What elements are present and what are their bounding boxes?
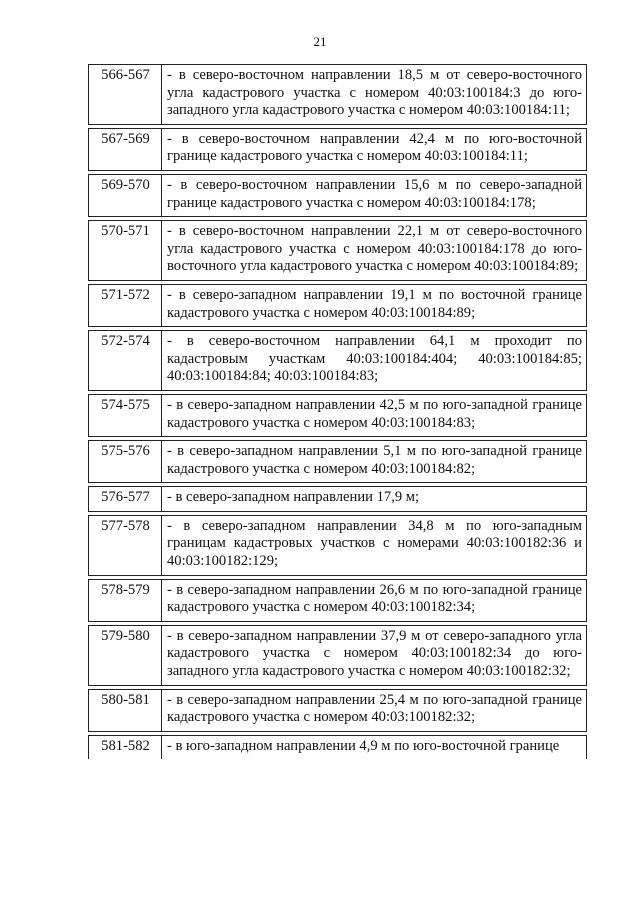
description-cell: - в юго-западном направлении 4,9 м по юго-восточной границе [162, 735, 587, 759]
boundary-table [88, 64, 587, 759]
table-row [89, 579, 587, 621]
boundary-table-body [89, 65, 587, 760]
segment-cell: 578-579 [89, 579, 162, 621]
table-row [89, 221, 587, 281]
page-number: 21 [313, 34, 327, 49]
segment-cell: 572-574 [89, 331, 162, 391]
segment-cell: 569-570 [89, 174, 162, 216]
description-cell: - в северо-западном направлении 42,5 м по юго-западной границе кадастрового участка с номером 40:03:100184:83; [162, 394, 587, 436]
segment-cell: 567-569 [89, 128, 162, 170]
description-cell: - в северо-восточном направлении 64,1 м проходит по кадастровым участкам 40:03:100184:404; 40:03:100184:85; 40:03:100184:84; 40:03:100184:83; [162, 331, 587, 391]
table-row [89, 65, 587, 125]
segment-cell: 581-582 [89, 735, 162, 759]
table-row [89, 128, 587, 170]
table-row [89, 441, 587, 483]
table-row [89, 284, 587, 326]
description-cell: - в северо-восточном направлении 42,4 м по юго-восточной границе кадастрового участка с номером 40:03:100184:11; [162, 128, 587, 170]
description-cell: - в северо-западном направлении 17,9 м; [162, 487, 587, 512]
segment-cell: 580-581 [89, 689, 162, 731]
table-row [89, 735, 587, 759]
table-row [89, 515, 587, 575]
segment-cell: 575-576 [89, 441, 162, 483]
segment-cell: 577-578 [89, 515, 162, 575]
table-row [89, 394, 587, 436]
table-row [89, 689, 587, 731]
description-cell: - в северо-западном направлении 5,1 м по юго-западной границе кадастрового участка с номером 40:03:100184:82; [162, 441, 587, 483]
segment-cell: 574-575 [89, 394, 162, 436]
segment-cell: 566-567 [89, 65, 162, 125]
table-row [89, 487, 587, 512]
description-cell: - в северо-западном направлении 34,8 м по юго-западным границам кадастровых участков с номерами 40:03:100182:36 и 40:03:100182:129; [162, 515, 587, 575]
segment-cell: 571-572 [89, 284, 162, 326]
description-cell: - в северо-восточном направлении 18,5 м от северо-восточного угла кадастрового участка с номером 40:03:100184:3 до юго-западного угла кадастрового участка с номером 40:03:100184:11; [162, 65, 587, 125]
table-row [89, 331, 587, 391]
description-cell: - в северо-западном направлении 37,9 м от северо-западного угла кадастрового участка с номером 40:03:100182:34 до юго-западного угла кадастрового участка с номером 40:03:100182:32; [162, 625, 587, 685]
segment-cell: 570-571 [89, 221, 162, 281]
description-cell: - в северо-восточном направлении 22,1 м от северо-восточного угла кадастрового участка с номером 40:03:100184:178 до юго-восточного угла кадастрового участка с номером 40:03:100184:89; [162, 221, 587, 281]
description-cell: - в северо-западном направлении 19,1 м по восточной границе кадастрового участка с номером 40:03:100184:89; [162, 284, 587, 326]
segment-cell: 579-580 [89, 625, 162, 685]
segment-cell: 576-577 [89, 487, 162, 512]
description-cell: - в северо-восточном направлении 15,6 м по северо-западной границе кадастрового участка с номером 40:03:100184:178; [162, 174, 587, 216]
description-cell: - в северо-западном направлении 25,4 м по юго-западной границе кадастрового участка с номером 40:03:100182:32; [162, 689, 587, 731]
table-row [89, 174, 587, 216]
description-cell: - в северо-западном направлении 26,6 м по юго-западной границе кадастрового участка с номером 40:03:100182:34; [162, 579, 587, 621]
table-row [89, 625, 587, 685]
